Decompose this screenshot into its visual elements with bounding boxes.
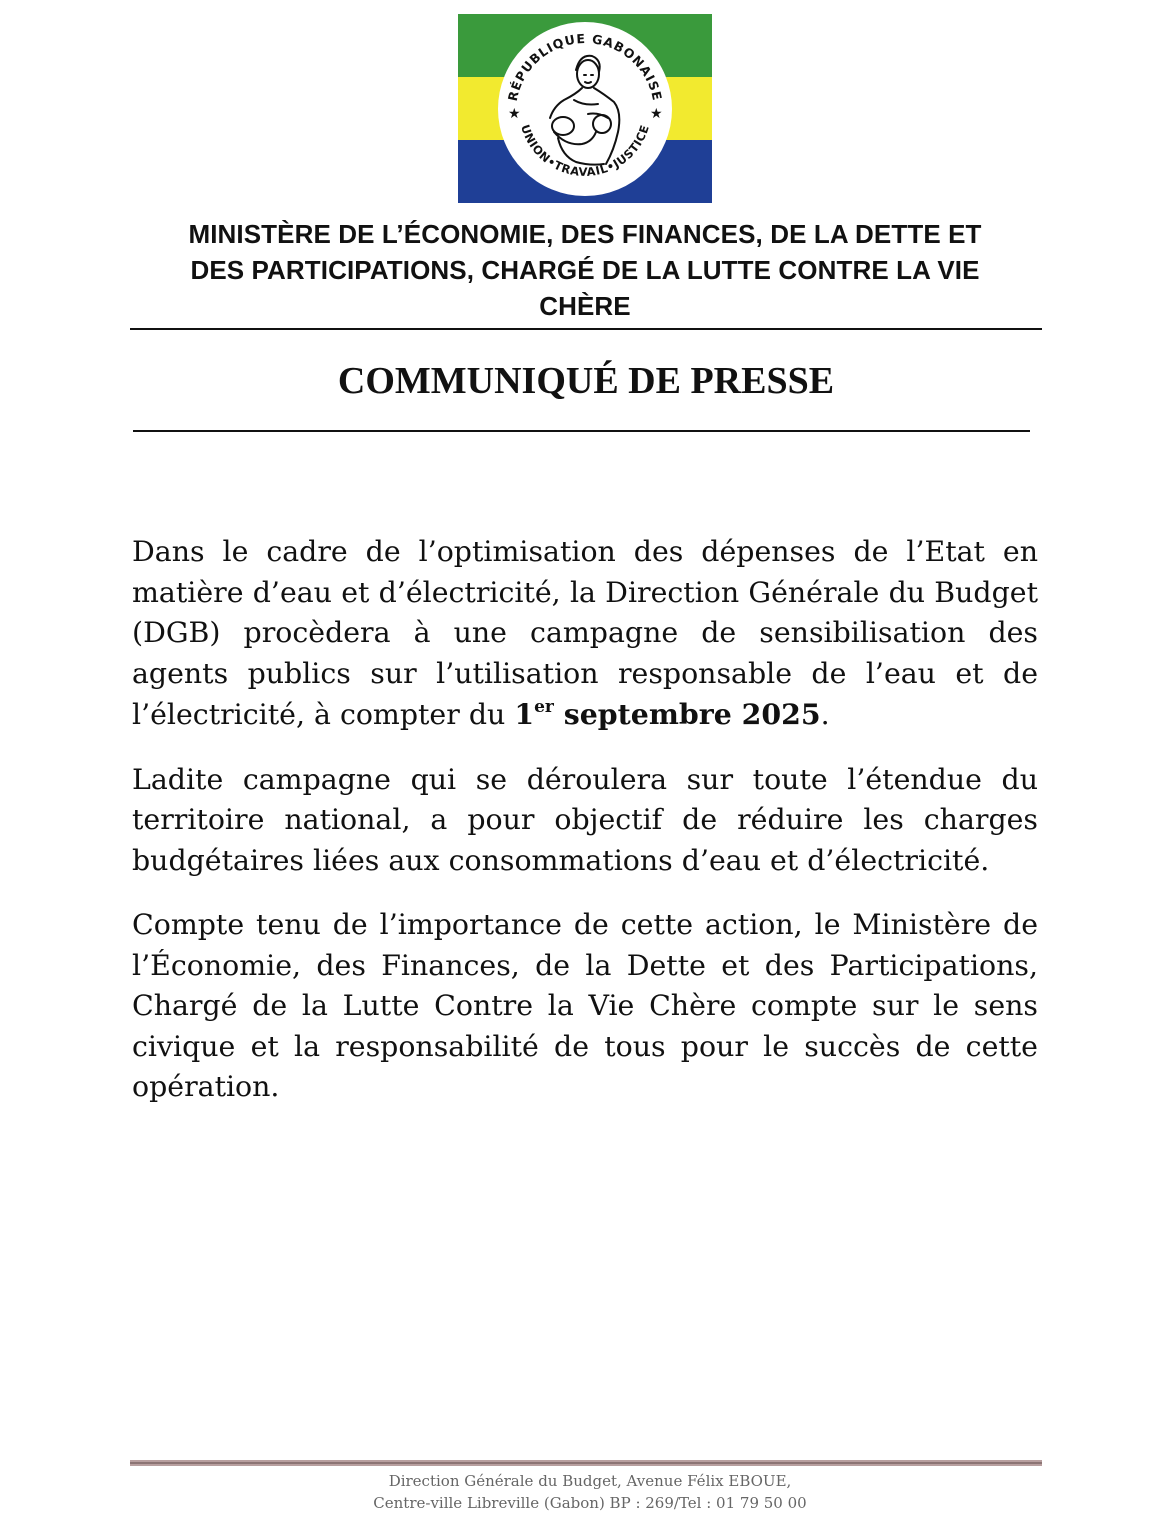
emblem-graphic bbox=[458, 14, 712, 203]
footer-address bbox=[130, 1470, 1050, 1514]
start-date-ordinal: er bbox=[534, 697, 554, 717]
footer-line-1: Direction Générale du Budget, Avenue Félix EBOUE, bbox=[388, 1472, 792, 1490]
title-divider bbox=[133, 430, 1030, 432]
svg-text:UNION•TRAVAIL•JUSTICE: UNION•TRAVAIL•JUSTICE bbox=[518, 122, 652, 179]
ministry-line-2: DES PARTICIPATIONS, CHARGÉ DE LA LUTTE CONTRE LA VIE bbox=[190, 255, 980, 285]
footer-divider-line bbox=[130, 1462, 1042, 1464]
svg-text:★: ★ bbox=[508, 106, 521, 122]
header-divider bbox=[130, 328, 1042, 330]
paragraph-3: Compte tenu de l’importance de cette action, le Ministère de l’Économie, des Finances, de la Dette et des Participations, Chargé de la Lutte Contre la Vie Chère compte sur le sens civique et la responsabilité de tous pour le succès de cette opération. bbox=[132, 908, 1038, 1103]
paragraph-2: Ladite campagne qui se déroulera sur toute l’étendue du territoire national, a pour objectif de réduire les charges budgétaires liées aux consommations d’eau et d’électricité. bbox=[132, 762, 1038, 877]
ministry-header bbox=[130, 216, 1040, 324]
ministry-line-3: CHÈRE bbox=[539, 291, 631, 321]
svg-text:★: ★ bbox=[650, 106, 663, 122]
footer-line-2: Centre-ville Libreville (Gabon) BP : 269/Tel : 01 79 50 00 bbox=[373, 1494, 807, 1512]
press-release-body bbox=[132, 532, 1038, 1132]
paragraph-1-text: Dans le cadre de l’optimisation des dépenses de l’Etat en matière d’eau et d’électricité, la Direction Générale du Budget (DGB) procèdera à une campagne de sensibilisation des agents publics sur l’utilisation responsable de l’eau et de l’électricité, à compter du bbox=[132, 535, 1038, 731]
start-date-day: 1 bbox=[514, 697, 535, 731]
gabon-republic-emblem bbox=[458, 14, 712, 203]
page-title: COMMUNIQUÉ DE PRESSE bbox=[337, 360, 835, 402]
start-date bbox=[514, 697, 820, 731]
paragraph-1-end: . bbox=[820, 698, 830, 731]
paragraph-1 bbox=[132, 532, 1038, 736]
svg-text:RÉPUBLIQUE GABONAISE: RÉPUBLIQUE GABONAISE bbox=[504, 30, 666, 103]
ministry-line-1: MINISTÈRE DE L’ÉCONOMIE, DES FINANCES, DE LA DETTE ET bbox=[188, 219, 982, 249]
start-date-month-year: septembre 2025 bbox=[563, 697, 821, 731]
